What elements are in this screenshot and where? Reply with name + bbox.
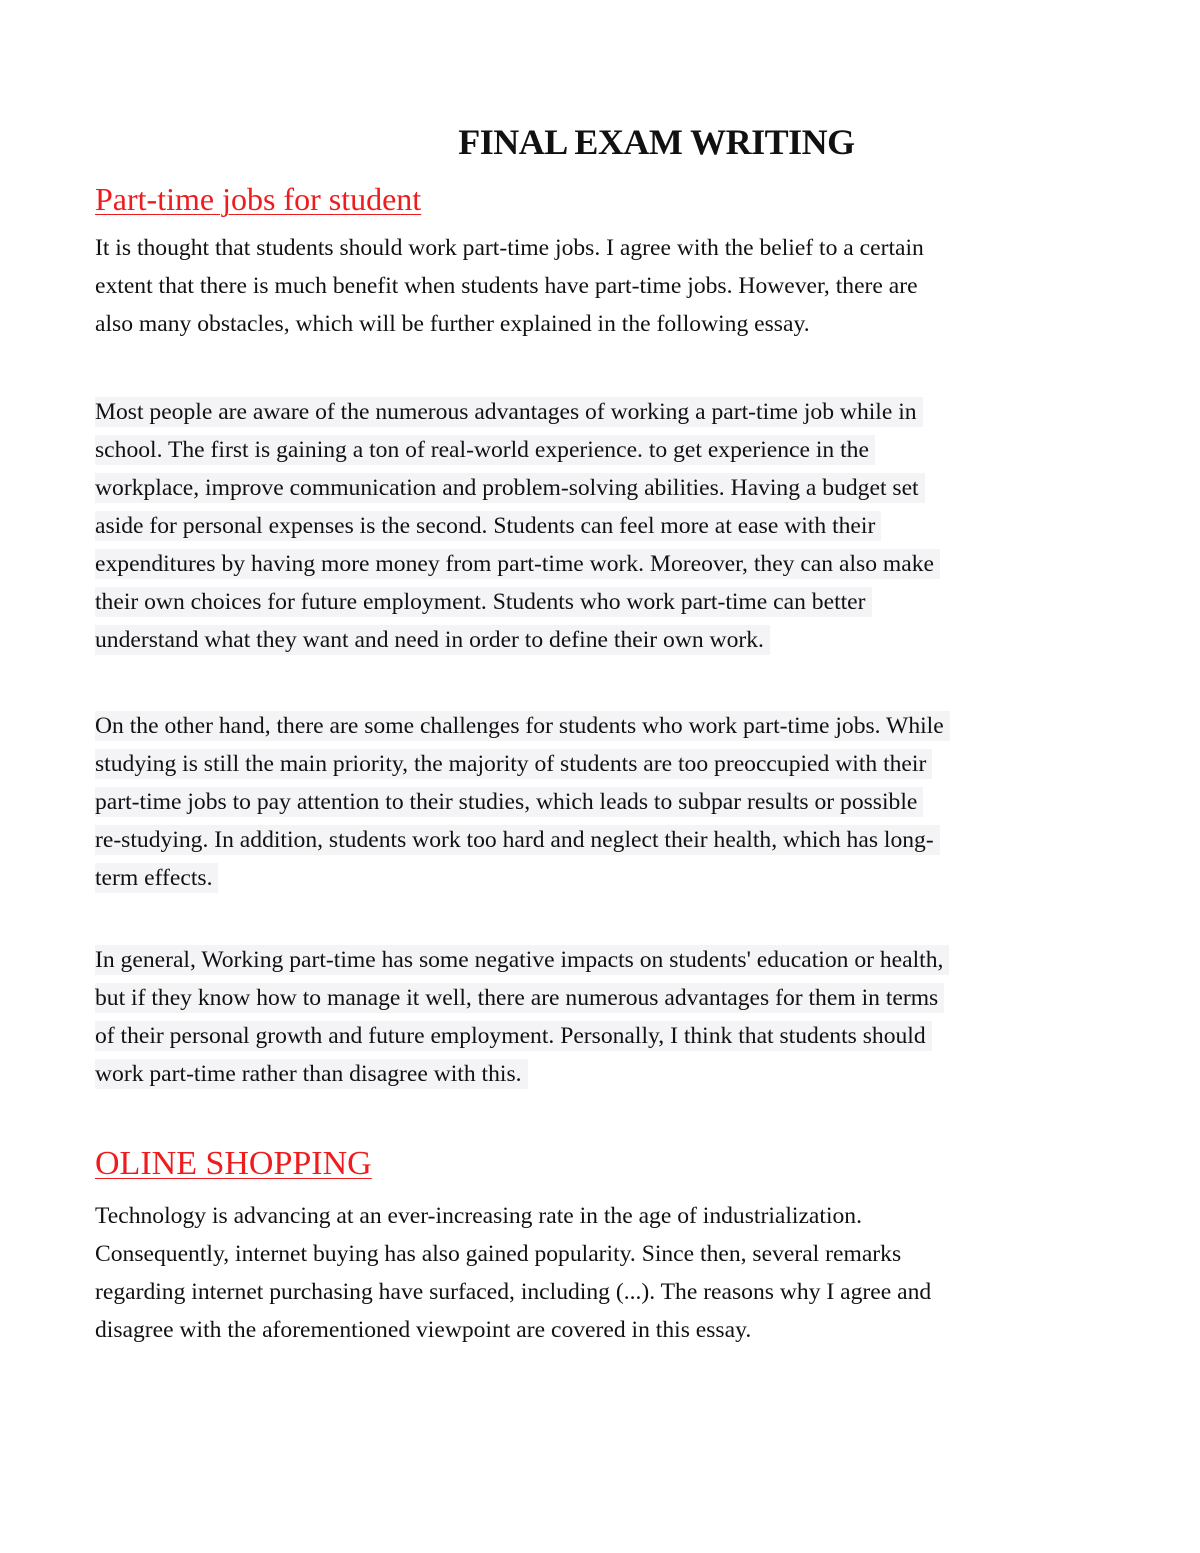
paragraph-line: school. The first is gaining a ton of real-world experience. to get experience in the — [95, 435, 875, 465]
paragraph-line: Technology is advancing at an ever-increasing rate in the age of industrialization. — [95, 1203, 863, 1229]
paragraph-line: It is thought that students should work part-time jobs. I agree with the belief to a certain — [95, 235, 924, 261]
paragraph-challenges — [95, 707, 1095, 897]
paragraph-line: regarding internet purchasing have surfaced, including (...). The reasons why I agree and — [95, 1279, 932, 1305]
paragraph-line: also many obstacles, which will be further explained in the following essay. — [95, 311, 810, 337]
section-heading-part-time-jobs: Part-time jobs for student — [95, 181, 422, 217]
paragraph-line: extent that there is much benefit when students have part-time jobs. However, there are — [95, 273, 918, 299]
paragraph-line: but if they know how to manage it well, there are numerous advantages for them in terms — [95, 983, 944, 1013]
paragraph-line: In general, Working part-time has some negative impacts on students' education or health, — [95, 945, 949, 975]
paragraph-conclusion — [95, 941, 1095, 1093]
paragraph-line: Most people are aware of the numerous advantages of working a part-time job while in — [95, 397, 923, 427]
paragraph-line: part-time jobs to pay attention to their studies, which leads to subpar results or possible — [95, 787, 923, 817]
paragraph-line: understand what they want and need in order to define their own work. — [95, 625, 770, 655]
paragraph-advantages — [95, 393, 1095, 659]
paragraph-line: re-studying. In addition, students work too hard and neglect their health, which has long- — [95, 825, 940, 855]
paragraph-line: disagree with the aforementioned viewpoint are covered in this essay. — [95, 1317, 752, 1343]
paragraph-line: studying is still the main priority, the majority of students are too preoccupied with their — [95, 749, 932, 779]
paragraph-line: On the other hand, there are some challenges for students who work part-time jobs. While — [95, 711, 950, 741]
paragraph-line: aside for personal expenses is the second. Students can feel more at ease with their — [95, 511, 881, 541]
paragraph-line: their own choices for future employment. Students who work part-time can better — [95, 587, 872, 617]
paragraph-introduction — [95, 229, 1095, 343]
paragraph-line: workplace, improve communication and problem-solving abilities. Having a budget set — [95, 473, 925, 503]
section-heading-online-shopping: OLINE SHOPPING — [95, 1145, 372, 1182]
paragraph-line: of their personal growth and future employment. Personally, I think that students should — [95, 1021, 932, 1051]
paragraph-line: term effects. — [95, 863, 218, 893]
paragraph-line: work part-time rather than disagree with this. — [95, 1059, 528, 1089]
document-title: FINAL EXAM WRITING — [458, 122, 855, 162]
paragraph-online-shopping-intro — [95, 1197, 1095, 1349]
paragraph-line: expenditures by having more money from part-time work. Moreover, they can also make — [95, 549, 940, 579]
paragraph-line: Consequently, internet buying has also gained popularity. Since then, several remarks — [95, 1241, 902, 1267]
